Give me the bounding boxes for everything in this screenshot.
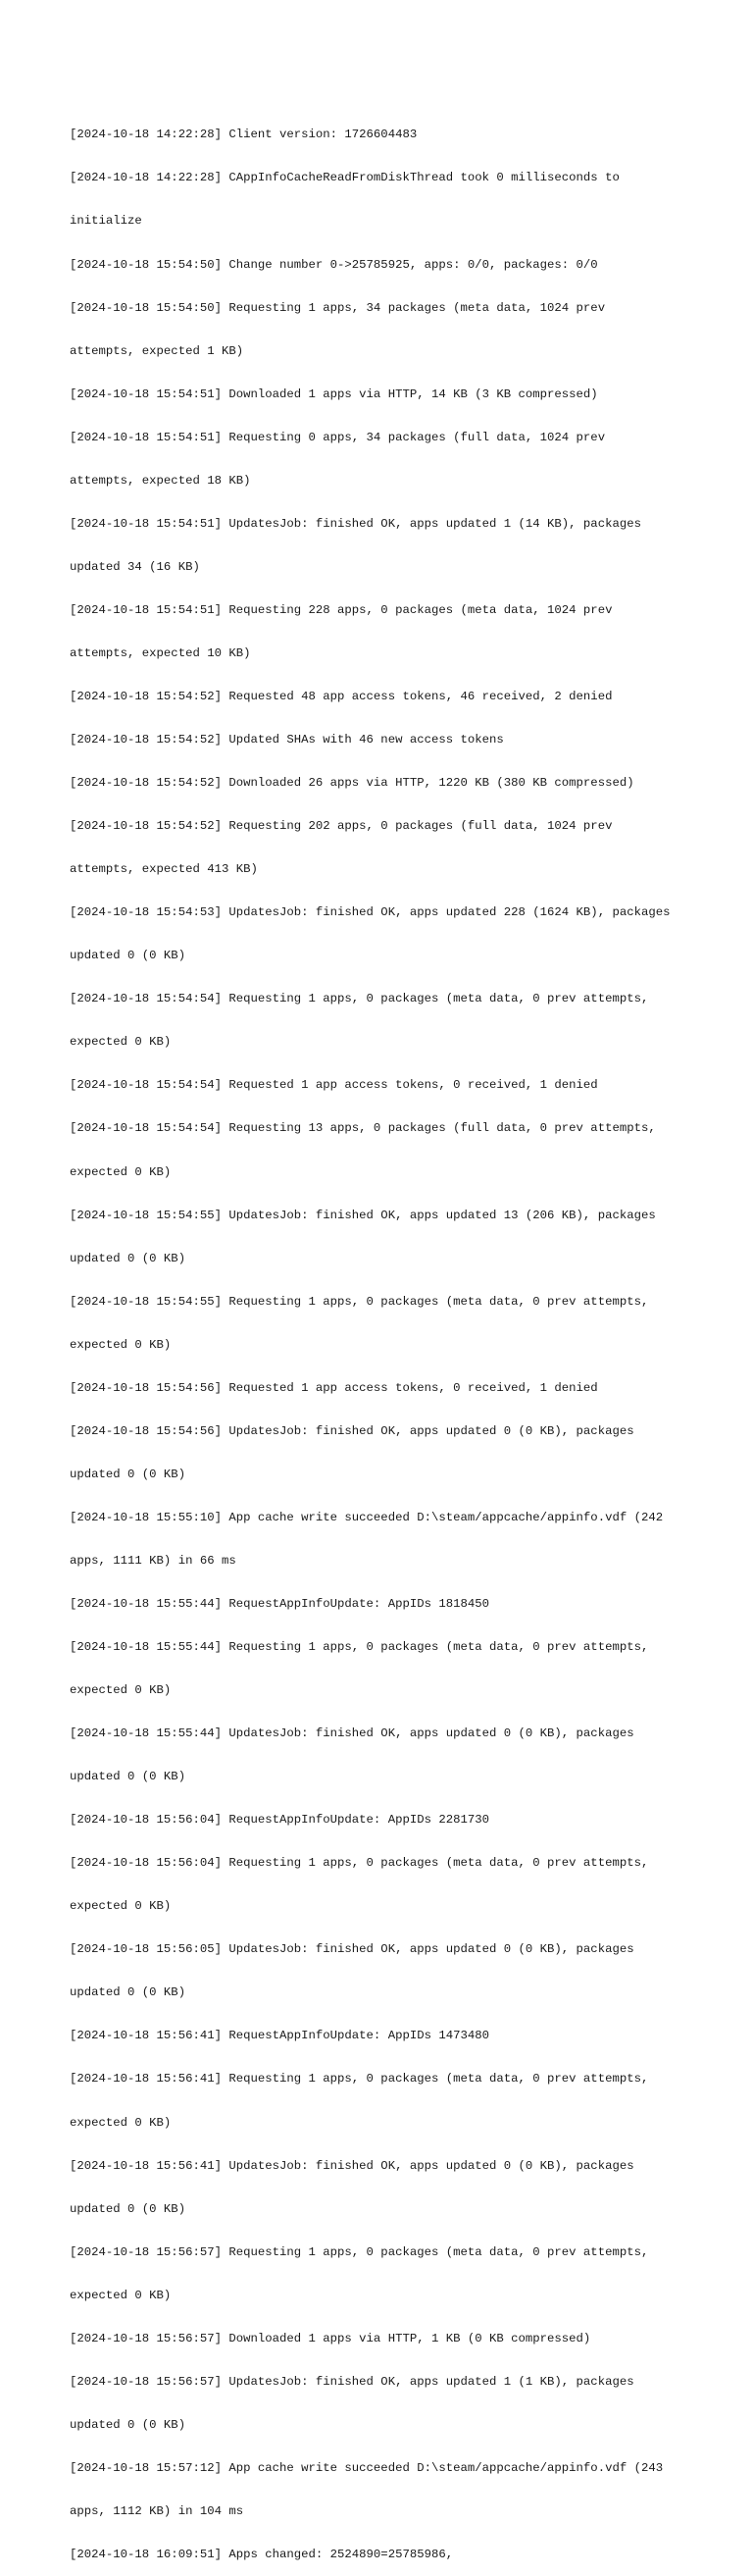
log-line: updated 0 (0 KB) xyxy=(70,1467,186,1481)
log-line: [2024-10-18 15:56:57] Requesting 1 apps, 0 packages (meta data, 0 prev attempts, xyxy=(70,2244,649,2259)
log-line: [2024-10-18 15:54:52] Downloaded 26 apps via HTTP, 1220 KB (380 KB compressed) xyxy=(70,776,634,791)
log-line: [2024-10-18 15:54:51] Requesting 0 apps, 34 packages (full data, 1024 prev xyxy=(70,430,606,444)
log-line: [2024-10-18 15:54:53] UpdatesJob: finished OK, apps updated 228 (1624 KB), packages xyxy=(70,905,671,920)
log-line: [2024-10-18 15:54:51] UpdatesJob: finished OK, apps updated 1 (14 KB), packages xyxy=(70,516,641,531)
log-line: [2024-10-18 15:55:44] Requesting 1 apps, 0 packages (meta data, 0 prev attempts, xyxy=(70,1640,649,1655)
log-line: [2024-10-18 15:57:12] App cache write succeeded D:\steam/appcache/appinfo.vdf (243 xyxy=(70,2460,664,2475)
log-line: [2024-10-18 15:56:41] RequestAppInfoUpdate: AppIDs 1473480 xyxy=(70,2029,490,2043)
log-line: [2024-10-18 15:54:51] Requesting 228 apps, 0 packages (meta data, 1024 prev xyxy=(70,602,613,617)
log-line: updated 34 (16 KB) xyxy=(70,559,200,574)
log-line: expected 0 KB) xyxy=(70,1337,172,1352)
log-line: [2024-10-18 15:56:04] RequestAppInfoUpdate: AppIDs 2281730 xyxy=(70,1813,490,1828)
log-line: attempts, expected 1 KB) xyxy=(70,343,244,358)
log-line: [2024-10-18 14:22:28] CAppInfoCacheReadFromDiskThread took 0 milliseconds to xyxy=(70,171,620,185)
log-line: [2024-10-18 15:56:04] Requesting 1 apps, 0 packages (meta data, 0 prev attempts, xyxy=(70,1856,649,1871)
log-line: expected 0 KB) xyxy=(70,2115,172,2130)
log-line: updated 0 (0 KB) xyxy=(70,1985,186,2000)
log-line: attempts, expected 18 KB) xyxy=(70,473,251,488)
log-line: [2024-10-18 15:56:41] Requesting 1 apps, 0 packages (meta data, 0 prev attempts, xyxy=(70,2072,649,2087)
log-line: apps, 1111 KB) in 66 ms xyxy=(70,1553,236,1568)
log-line: updated 0 (0 KB) xyxy=(70,1251,186,1265)
log-line: apps, 1112 KB) in 104 ms xyxy=(70,2503,244,2518)
log-line: expected 0 KB) xyxy=(70,2288,172,2302)
log-line: [2024-10-18 15:56:57] Downloaded 1 apps via HTTP, 1 KB (0 KB compressed) xyxy=(70,2331,591,2345)
log-line: [2024-10-18 15:54:55] Requesting 1 apps, 0 packages (meta data, 0 prev attempts, xyxy=(70,1294,649,1309)
log-line: [2024-10-18 15:56:05] UpdatesJob: finished OK, apps updated 0 (0 KB), packages xyxy=(70,1942,634,1957)
log-line: [2024-10-18 15:54:56] UpdatesJob: finished OK, apps updated 0 (0 KB), packages xyxy=(70,1423,634,1438)
log-line: [2024-10-18 15:55:10] App cache write succeeded D:\steam/appcache/appinfo.vdf (242 xyxy=(70,1510,664,1524)
log-line: [2024-10-18 15:54:50] Requesting 1 apps, 34 packages (meta data, 1024 prev xyxy=(70,300,606,315)
log-line: [2024-10-18 16:09:51] Apps changed: 2524890=25785986, xyxy=(70,2548,454,2561)
log-line: [2024-10-18 15:56:41] UpdatesJob: finished OK, apps updated 0 (0 KB), packages xyxy=(70,2158,634,2173)
log-text xyxy=(70,99,707,2576)
log-line: expected 0 KB) xyxy=(70,1683,172,1698)
log-line: [2024-10-18 15:56:57] UpdatesJob: finished OK, apps updated 1 (1 KB), packages xyxy=(70,2374,634,2389)
log-line: [2024-10-18 15:54:51] Downloaded 1 apps via HTTP, 14 KB (3 KB compressed) xyxy=(70,386,598,401)
log-line: [2024-10-18 15:55:44] RequestAppInfoUpdate: AppIDs 1818450 xyxy=(70,1596,490,1611)
log-line: expected 0 KB) xyxy=(70,1164,172,1179)
log-line: expected 0 KB) xyxy=(70,1899,172,1914)
log-line: expected 0 KB) xyxy=(70,1035,172,1050)
log-line: initialize xyxy=(70,214,142,229)
log-line: [2024-10-18 15:54:55] UpdatesJob: finished OK, apps updated 13 (206 KB), packages xyxy=(70,1208,656,1222)
log-line: [2024-10-18 15:54:54] Requesting 1 apps, 0 packages (meta data, 0 prev attempts, xyxy=(70,992,649,1006)
log-line: updated 0 (0 KB) xyxy=(70,1770,186,1784)
log-line: attempts, expected 413 KB) xyxy=(70,862,258,877)
log-line: updated 0 (0 KB) xyxy=(70,2417,186,2432)
log-line: updated 0 (0 KB) xyxy=(70,949,186,963)
log-line: [2024-10-18 15:54:52] Updated SHAs with 46 new access tokens xyxy=(70,733,504,747)
log-line: [2024-10-18 15:54:52] Requested 48 app access tokens, 46 received, 2 denied xyxy=(70,689,613,703)
log-line: [2024-10-18 15:54:56] Requested 1 app access tokens, 0 received, 1 denied xyxy=(70,1380,598,1395)
log-line: attempts, expected 10 KB) xyxy=(70,645,251,660)
log-line: [2024-10-18 15:54:50] Change number 0->25785925, apps: 0/0, packages: 0/0 xyxy=(70,257,598,272)
log-line: [2024-10-18 14:22:28] Client version: 1726604483 xyxy=(70,128,418,142)
log-line: [2024-10-18 15:54:54] Requested 1 app access tokens, 0 received, 1 denied xyxy=(70,1078,598,1093)
log-line: updated 0 (0 KB) xyxy=(70,2201,186,2216)
log-line: [2024-10-18 15:54:54] Requesting 13 apps, 0 packages (full data, 0 prev attempts, xyxy=(70,1121,656,1136)
log-line: [2024-10-18 15:54:52] Requesting 202 apps, 0 packages (full data, 1024 prev xyxy=(70,819,613,834)
log-line: [2024-10-18 15:55:44] UpdatesJob: finished OK, apps updated 0 (0 KB), packages xyxy=(70,1726,634,1741)
